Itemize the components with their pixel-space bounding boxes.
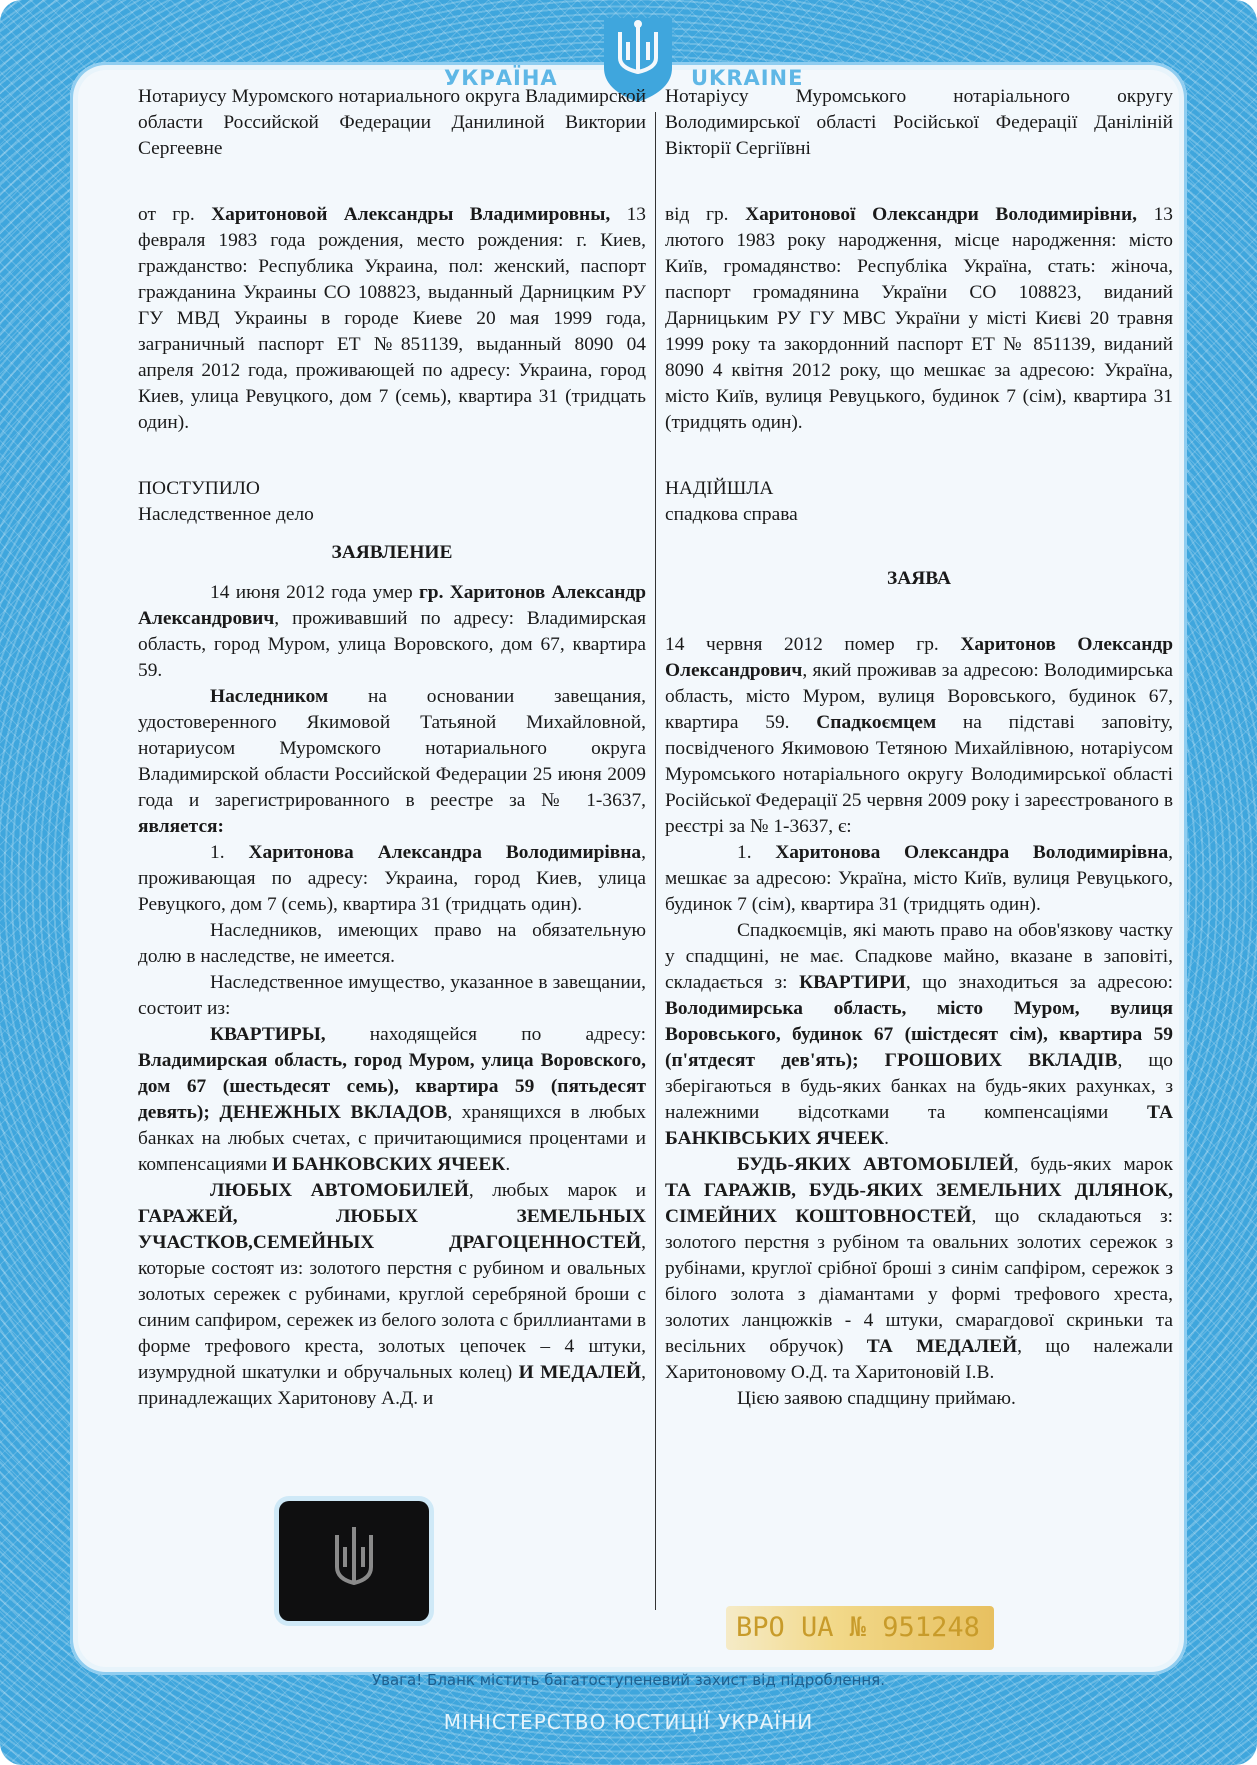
addressee-ru: Нотариусу Муромского нотариального округа Владимирской области Российской Федерации Данилиной Виктории Сергеевне xyxy=(138,86,646,159)
hologram-seal-icon xyxy=(279,1501,429,1621)
paragraph-7-ru: ЛЮБЫХ АВТОМОБИЛЕЙ, любых марок и ГАРАЖЕЙ, ЛЮБЫХ ЗЕМЕЛЬНЫХ УЧАСТКОВ,СЕМЕЙНЫХ ДРАГОЦЕННОСТЕЙ, которые состоят из: золотого перстня с рубином и овальных золотых сережек с рубинами, круглой серебряной броши с синим сапфиром, сережек из белого золота с бриллиантами в форме трефового креста, золотых цепочек – 4 штуки, изумрудной шкатулки и обручальных колец) И МЕДАЛЕЙ, принадлежащих Харитонову А.Д. и xyxy=(138,1180,647,1409)
right-column-ua xyxy=(665,84,1173,1412)
paragraph-5-ua: Цією заявою спадщину приймаю. xyxy=(737,1388,1016,1409)
brand-ukraine-en: UKRAINE xyxy=(691,66,804,90)
received-label-ua: НАДІЙШЛА xyxy=(665,478,774,499)
paragraph-2-ru: Наследником на основании завещания, удостоверенного Якимовой Татьяной Михайловной, нотариусом Муромского нотариального округа Владимирской области Российской Федерации 25 июня 2009 года и зарегистрированного в реестре за № 1-3637, является: xyxy=(138,686,646,837)
title-ua: ЗАЯВА xyxy=(887,568,951,589)
paragraph-3-ru: 1. Харитонова Александра Володимирівна, проживающая по адресу: Украина, город Киев, улица Ревуцкого, дом 7 (семь), квартира 31 (тридцать один). xyxy=(138,842,646,915)
received-label-ru: ПОСТУПИЛО xyxy=(138,478,260,499)
addressee-ua: Нотаріусу Муромського нотаріального округу Володимирської області Російської Федерації Даніліній Вікторії Сергіївні xyxy=(665,86,1173,159)
serial-number: ВРО UA № 951248 xyxy=(726,1606,994,1650)
paragraph-5-ru: Наследственное имущество, указанное в завещании, состоит из: xyxy=(138,972,646,1019)
case-label-ru: Наследственное дело xyxy=(138,504,314,525)
left-column-ru xyxy=(138,84,646,1412)
paragraph-4-ua: БУДЬ-ЯКИХ АВТОМОБІЛЕЙ, будь-яких марок ТА ГАРАЖІВ, БУДЬ-ЯКИХ ЗЕМЕЛЬНИХ ДІЛЯНОК, СІМЕЙНИХ КОШТОВНОСТЕЙ, що складаються з: золотого перстня з рубіном та овальних золотих сережок з рубінами, круглої срібної броші з синім сапфіром, сережок з білого золота з діамантами у формі трефового хреста, золотих ланцюжків - 4 штуки, смарагдової скриньки та весільних обручок) ТА МЕДАЛЕЙ, що належали Харитоновому О.Д. та Харитоновій І.В. xyxy=(665,1154,1174,1383)
case-label-ua: спадкова справа xyxy=(665,504,798,525)
brand-ukraine-ua: УКРАЇНА xyxy=(444,66,558,90)
column-divider xyxy=(655,112,656,1610)
applicant-ru: от гр. Харитоновой Александры Владимировны, 13 февраля 1983 года рождения, место рождения: г. Киев, гражданство: Республика Украина, пол: женский, паспорт гражданина Украины СО 108823, выданный Дарницким РУ ГУ МВД Украины в городе Киеве 20 мая 1999 года, заграничный паспорт ЕТ №851139, выданный 8090 04 апреля 2012 года, проживающей по адресу: Украина, город Киев, улица Ревуцкого, дом 7 (семь), квартира 31 (тридцать один). xyxy=(138,204,646,433)
paragraph-1-ru: 14 июня 2012 года умер гр. Харитонов Александр Александрович, проживавший по адресу: Владимирская область, город Муром, улица Воровского, дом 67, квартира 59. xyxy=(138,582,646,681)
title-ru: ЗАЯВЛЕНИЕ xyxy=(331,542,453,563)
paragraph-4-ru: Наследников, имеющих право на обязательную долю в наследстве, не имеется. xyxy=(138,920,646,967)
paragraph-3-ua: Спадкоємців, які мають право на обов'язкову частку у спадщині, не має. Спадкове майно, вказане в заповіті, складається з: КВАРТИРИ, що знаходиться за адресою: Володимирська область, місто Муром, вулиця Воровського, будинок 67 (шістдесят сім), квартира 59 (п'ятдесят дев'ять); ГРОШОВИХ ВКЛАДІВ, що зберігаються в будь-яких банках на будь-яких рахунках, з належними відсотками та компенсаціями ТА БАНКІВСЬКИХ ЯЧЕЕК. xyxy=(665,920,1173,1149)
paragraph-2-ua: 1. Харитонова Олександра Володимирівна, мешкає за адресою: Україна, місто Київ, вулиця Ревуцького, будинок 7 (сім), квартира 31 (тридцять один). xyxy=(665,842,1173,915)
security-warning: Увага! Бланк містить багатоступеневий захист від підроблення. xyxy=(372,1671,885,1689)
ministry-label: МІНІСТЕРСТВО ЮСТИЦІЇ УКРАЇНИ xyxy=(443,1710,814,1734)
applicant-ua: від гр. Харитонової Олександри Володимирівни, 13 лютого 1983 року народження, місце народження: місто Київ, громадянство: Республіка Україна, стать: жіноча, паспорт громадянина України СО 108823, виданий Дарницьким РУ ГУ МВС України у місті Києві 20 травня 1999 року та закордонний паспорт ЕТ № 851139, виданий 8090 4 квітня 2012 року, що мешкає за адресою: Україна, місто Київ, вулиця Ревуцького, будинок 7 (сім), квартира 31 (тридцять один). xyxy=(665,204,1173,433)
paragraph-1-ua: 14 червня 2012 помер гр. Харитонов Олександр Олександрович, який проживав за адресою: Володимирська область, місто Муром, вулиця Воровського, будинок 67, квартира 59. Спадкоємцем на підставі заповіту, посвідченого Якимовою Тетяною Михайлівною, нотаріусом Муромського нотаріального округу Володимирської області Російської Федерації 25 червня 2009 року і зареєстрованого в реєстрі за № 1-3637, є: xyxy=(665,634,1173,837)
paragraph-6-ru: КВАРТИРЫ, находящейся по адресу: Владимирская область, город Муром, улица Воровского, дом 67 (шестьдесят семь), квартира 59 (пятьдесят девять); ДЕНЕЖНЫХ ВКЛАДОВ, хранящихся в любых банках на любых счетах, с причитающимися процентами и компенсациями И БАНКОВСКИХ ЯЧЕЕК. xyxy=(138,1024,646,1175)
